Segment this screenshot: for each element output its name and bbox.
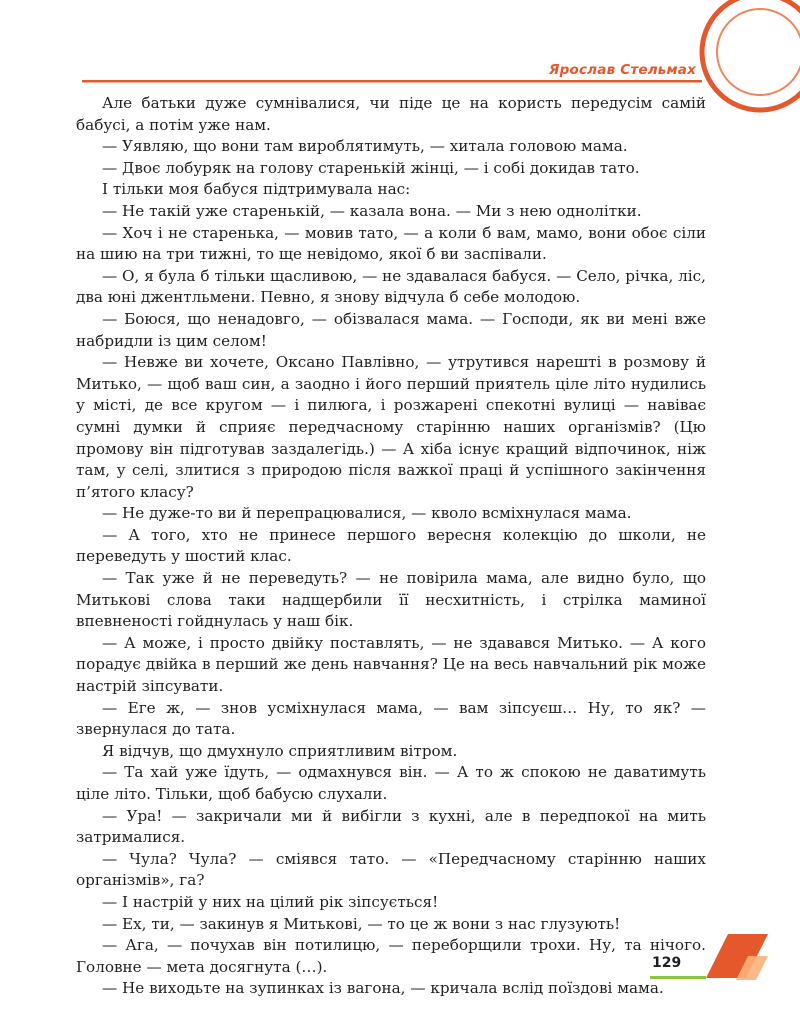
paragraph: — Двоє лобуряк на голову старенькій жінці, — і собі докидав тато. — [102, 158, 640, 177]
paragraph: — Не дуже-то ви й перепрацювалися, — кволо всміхнулася мама. — [102, 504, 632, 523]
paragraph: — Не виходьте на зупинках із вагона, — кричала вслід поїздові мама. — [102, 979, 664, 998]
paragraph: І тільки моя бабуся підтримувала нас: — [102, 180, 411, 199]
paragraph: — Ех, ти, — закинув я Митькові, — то це ж вони з нас глузують! — [102, 914, 621, 933]
paragraph: — А того, хто не принесе першого вересня колекцію до школи, не переведуть у шостий клас. — [76, 525, 706, 566]
paragraph: — Ура! — закричали ми й вибігли з кухні, але в передпокої на мить затрималися. — [76, 806, 706, 847]
paragraph: — Уявляю, що вони там вироблятимуть, — хитала головою мама. — [102, 137, 628, 156]
paragraph: — Та хай уже їдуть, — одмахнувся він. — А то ж спокою не даватимуть ціле літо. Тільки, щоб бабусю слухали. — [76, 763, 706, 803]
paragraph: — Боюся, що ненадовго, — обізвалася мама. — Господи, як ви мені вже набридли із цим селом! — [76, 309, 706, 350]
header-rule — [82, 80, 702, 83]
paragraph: — Еге ж, — знов усміхнулася мама, — вам зіпсуєш… Ну, то як? — звернулася до тата. — [76, 698, 706, 739]
paragraph: — Хоч і не старенька, — мовив тато, — а коли б вам, мамо, вони обоє сіли на шию на три тижні, то ще невідомо, якої б ви заспівали. — [76, 223, 706, 264]
paragraph: — Невже ви хочете, Оксано Павлівно, — утрутився нарешті в розмову й Митько, — щоб ваш син, а заодно і його перший приятель ціле літо нудились у місті, де все кругом — і пилюга, і розжарені спекотні вулиці — навіває сумні думки й сприяє передчасному старінню наших організмів? (Цю промову він підготував заздалегідь.) — А хіба існує кращий відпочинок, ніж там, у селі, злитися з природою після важкої праці й успішного закінчення п’ятого класу? — [76, 353, 706, 501]
paragraph: — Чула? Чула? — сміявся тато. — «Передчасному старінню наших організмів», га? — [76, 849, 706, 890]
paragraph: — О, я була б тільки щасливою, — не здавалася бабуся. — Село, річка, ліс, два юні джентльмени. Певно, я знову відчула б себе молодою. — [76, 266, 706, 307]
paragraph: — Так уже й не переведуть? — не повірила мама, але видно було, що Митькові слова таки надщербили її несхитність, і стрілка маминої впевненості гойднулась у наш бік. — [76, 569, 706, 631]
paragraph: Я відчув, що дмухнуло сприятливим вітром. — [102, 741, 458, 760]
paragraph: — Ага, — почухав він потилицю, — переборщили трохи. Ну, та нічого. Головне — мета досягнута (…). — [76, 936, 706, 976]
paragraph: Але батьки дуже сумнівалися, чи піде це на користь передусім самій бабусі, а потім уже нам. — [76, 94, 706, 134]
story-text — [76, 93, 706, 1000]
page-number: 129 — [652, 955, 682, 971]
author-header: Ярослав Стельмах — [549, 62, 696, 78]
corner-decoration — [706, 934, 768, 980]
paragraph: — А може, і просто двійку поставлять, — не здавався Митько. — А кого порадує двійка в перший же день навчання? Це на весь навчальний рік може настрій зіпсувати. — [76, 633, 706, 696]
paragraph: — Не такій уже старенькій, — казала вона. — Ми з нею однолітки. — [102, 201, 642, 220]
paragraph: — І настрій у них на цілий рік зіпсується! — [102, 892, 439, 911]
header-circles — [702, 0, 800, 110]
